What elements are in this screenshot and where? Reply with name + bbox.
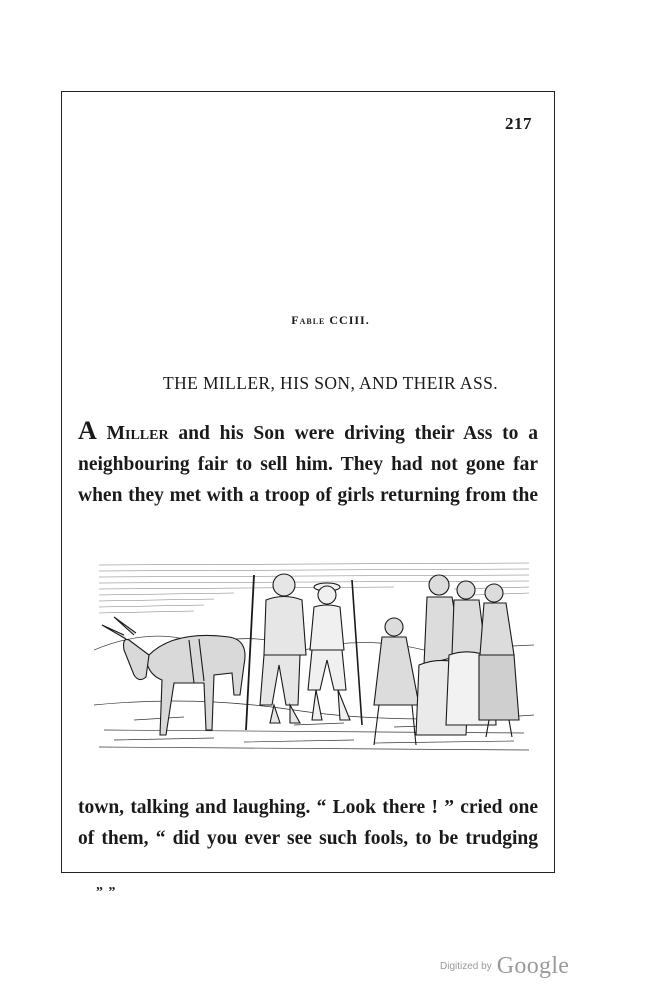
- fable-title: THE MILLER, HIS SON, AND THEIR ASS.: [162, 373, 498, 393]
- stray-marks: „ „: [96, 878, 117, 893]
- text-line: town, talking and laughing. “ Look there ! ” cried one: [78, 797, 538, 818]
- girls-group: [374, 575, 519, 745]
- miller-figure: [246, 574, 306, 730]
- engraving-illustration: [94, 555, 534, 755]
- paragraph-1: [78, 415, 538, 511]
- text-line: of them, “ did you ever see such fools, to be trudging: [78, 828, 538, 849]
- text-line: neighbouring fair to sell him. They had not gone far: [78, 454, 538, 475]
- google-watermark: [440, 953, 569, 980]
- line-rest: and his Son were driving their Ass to a: [168, 423, 539, 444]
- text-line: [78, 415, 538, 449]
- watermark-prefix: Digitized by: [440, 961, 492, 972]
- drop-capital: A: [78, 416, 97, 445]
- google-logo: Google: [496, 953, 570, 979]
- page-number: 217: [505, 114, 532, 133]
- son-figure: [308, 580, 362, 725]
- fable-number: Fable CCIII.: [291, 313, 370, 327]
- paragraph-2: [78, 792, 538, 854]
- small-caps-word: Miller: [106, 423, 169, 444]
- text-line: when they met with a troop of girls returning from the: [78, 485, 538, 506]
